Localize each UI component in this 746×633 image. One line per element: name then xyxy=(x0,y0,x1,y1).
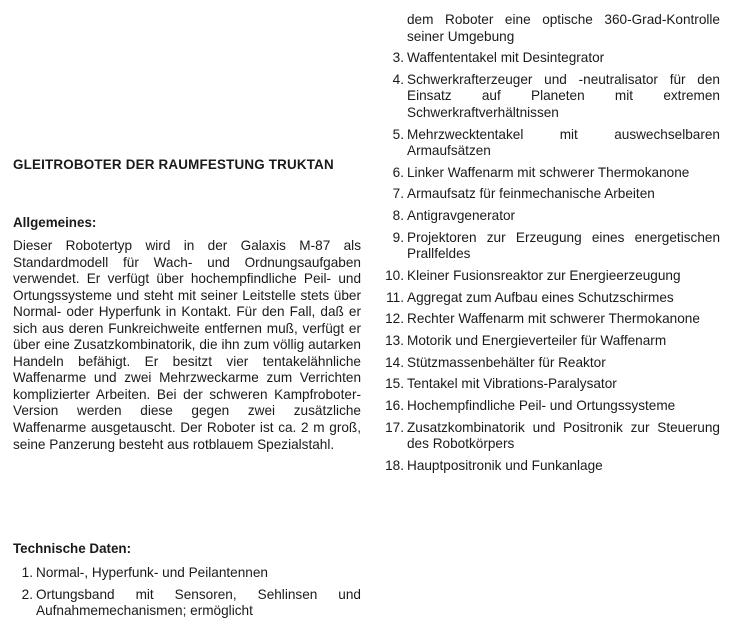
heading-technische-daten: Technische Daten: xyxy=(13,541,132,556)
tech-list-left xyxy=(13,565,361,625)
item-number: 11. xyxy=(386,289,404,305)
list-item xyxy=(13,565,361,582)
tech-list-right-items xyxy=(384,50,720,474)
item-text: Stützmassenbehälter für Reaktor xyxy=(407,354,606,370)
list-item xyxy=(384,398,720,415)
item-number: 2. xyxy=(21,586,33,602)
list-item xyxy=(384,165,720,182)
item-number: 17. xyxy=(385,419,404,435)
list-item xyxy=(384,333,720,350)
item-number: 14. xyxy=(385,354,404,370)
item-number: 7. xyxy=(392,186,404,202)
item-text: Waffententakel mit Desintegrator xyxy=(407,50,605,66)
item-text: Mehrzwecktentakel mit auswechselbaren Armaufsätzen xyxy=(407,126,720,159)
item-2-continuation: dem Roboter eine optische 360-Grad-Kontrolle seiner Umgebung xyxy=(407,12,720,44)
list-item xyxy=(384,311,720,328)
list-item xyxy=(384,420,720,453)
document-title: GLEITROBOTER DER RAUMFESTUNG TRUKTAN xyxy=(13,157,334,172)
item-text: Hochempfindliche Peil- und Ortungssysteme xyxy=(407,398,676,414)
item-number: 8. xyxy=(392,208,404,224)
tech-list-right xyxy=(384,12,720,480)
list-item xyxy=(13,587,361,620)
item-text: Aggregat zum Aufbau eines Schutzschirmes xyxy=(407,289,674,305)
item-text: Rechter Waffenarm mit schwerer Thermokanone xyxy=(407,311,700,327)
item-text: Zusatzkombinatorik und Positronik zur Steuerung des Robotkörpers xyxy=(407,419,720,452)
item-number: 1. xyxy=(21,565,33,580)
item-number: 6. xyxy=(392,164,404,180)
item-text: Projektoren zur Erzeugung eines energetischen Prallfeldes xyxy=(407,229,720,262)
list-item xyxy=(384,50,720,67)
heading-allgemeines: Allgemeines: xyxy=(13,215,97,230)
item-text: Tentakel mit Vibrations-Paralysator xyxy=(407,376,617,392)
item-number: 15. xyxy=(385,376,404,392)
item-text: Hauptpositronik und Funkanlage xyxy=(407,458,603,473)
item-text: Normal-, Hyperfunk- und Peilantennen xyxy=(36,565,268,580)
item-text: Antigravgenerator xyxy=(407,208,516,224)
item-text: Armaufsatz für feinmechanische Arbeiten xyxy=(407,186,655,202)
item-number: 12. xyxy=(385,311,404,327)
list-item xyxy=(384,458,720,475)
item-number: 18. xyxy=(385,458,404,473)
item-number: 16. xyxy=(385,398,404,414)
item-text: Schwerkrafterzeuger und -neutralisator für den Einsatz auf Planeten mit extremen Schwerkraftverhältnissen xyxy=(407,71,720,120)
list-item xyxy=(384,290,720,307)
item-number: 10. xyxy=(385,268,404,283)
item-number: 3. xyxy=(392,50,404,66)
item-number: 9. xyxy=(392,229,404,245)
list-item xyxy=(384,208,720,225)
list-item xyxy=(384,186,720,203)
item-text: Linker Waffenarm mit schwerer Thermokanone xyxy=(407,164,690,180)
item-number: 13. xyxy=(385,333,404,349)
list-item xyxy=(384,72,720,122)
item-text: Motorik und Energieverteiler für Waffenarm xyxy=(407,333,667,349)
item-number: 5. xyxy=(392,126,404,142)
item-number: 4. xyxy=(392,71,404,87)
list-item xyxy=(384,230,720,263)
list-item xyxy=(384,268,720,285)
list-item xyxy=(384,127,720,160)
allgemeines-paragraph: Dieser Robotertyp wird in der Galaxis M-87 als Standardmodell für Wach- und Ordnungsaufgaben verwendet. Er verfügt über hochempfindliche Peil- und Ortungssysteme und steht mit seiner Leitstelle stets über Normal- oder Hyperfunk in Kontakt. Für den Fall, daß er sich aus deren Funkreichweite entfernen muß, verfügt er über eine Zusatzkombinatorik, die ihn zum völlig autarken Handeln befähigt. Er besitzt vier tentakelähnliche Waffenarme und zwei Mehrzweckarme zum Verrichten komplizierter Arbeiten. Bei der schweren Kampfroboter-Version werden diese gegen zwei zusätzliche Waffenarme ausgetauscht. Der Roboter ist ca. 2 m groß, seine Panzerung besteht aus rotblauem Spezialstahl. xyxy=(13,238,361,452)
list-item xyxy=(384,355,720,372)
list-item xyxy=(384,376,720,393)
item-text: Ortungsband mit Sensoren, Sehlinsen und Aufnahmemechanismen; ermöglicht xyxy=(36,586,361,619)
item-text: Kleiner Fusionsreaktor zur Energieerzeugung xyxy=(407,268,681,283)
